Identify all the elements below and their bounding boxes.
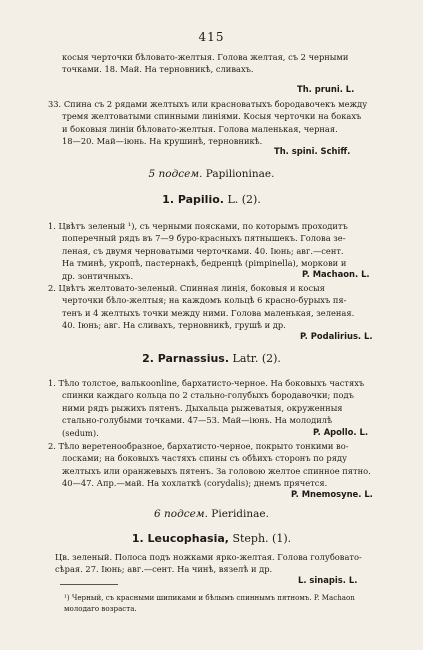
subfamily-heading bbox=[0, 168, 423, 180]
text-line: 40. Іюнь; авг. На сливахъ, терновникѣ, грушѣ и др. bbox=[62, 320, 286, 331]
subfamily-prefix: 5 подсем. bbox=[148, 168, 203, 180]
text-line: 18—20. Май—іюнь. На крушинѣ, терновникѣ. bbox=[62, 136, 263, 147]
species-name: P. Machaon. L. bbox=[302, 269, 370, 279]
text-line: и боковыя линіи бѣловато-желтыя. Голова маленькая, черная. bbox=[62, 123, 338, 134]
genus-heading bbox=[0, 193, 423, 206]
text-line: леная, съ двумя черноватыми черточками. 40. Іюнь; авг.—сент. bbox=[62, 245, 344, 256]
text-line: (sedum). bbox=[62, 427, 99, 438]
genus-authority: L. (2). bbox=[223, 193, 261, 206]
paragraph-pruni bbox=[62, 51, 372, 76]
text-line: ними рядъ рыжихъ пятенъ. Дыхальца рыжеватыя, окруженныя bbox=[62, 402, 343, 413]
footnote-line: молодаго возраста. bbox=[64, 604, 137, 613]
paragraph-spini bbox=[48, 98, 372, 148]
genus-name: 2. Parnassius. bbox=[142, 352, 230, 365]
subfamily-name: Papilioninae. bbox=[205, 168, 275, 180]
text-line: др. зонтичныхъ. bbox=[62, 270, 134, 281]
subfamily-name: Pieridinae. bbox=[211, 508, 269, 520]
text-line: черточки бѣло-желтыя; на каждомъ кольцѣ 6 красно-бурыхъ пя- bbox=[62, 295, 347, 306]
genus-name: 1. Leucophasia, bbox=[131, 532, 229, 545]
genus-authority: Latr. (2). bbox=[229, 352, 281, 365]
genus-name: 1. Papilio. bbox=[162, 193, 224, 206]
genus-heading bbox=[0, 532, 423, 545]
text-line: стально-голубыми точками. 47—53. Май—іюнь. На молодилѣ bbox=[62, 415, 333, 426]
footnote-line: ¹) Черный, съ красными шипиками и бѣлымъ спиннымъ пятномъ. P. Machaon bbox=[64, 593, 355, 602]
text-line: желтыхъ или оранжевыхъ пятенъ. За головою желтое спинное пятно. bbox=[62, 465, 371, 476]
entry-mnemosyne bbox=[48, 440, 372, 490]
footnote bbox=[64, 592, 355, 614]
entry-podalirius bbox=[48, 282, 372, 332]
text-line: поперечный рядъ въ 7—9 буро-красныхъ пятнышекъ. Голова зе- bbox=[62, 233, 346, 244]
text-line: 1. Тѣло толстое, валькоonline, бархатисто-черное. На боковыхъ частяхъ bbox=[48, 378, 365, 388]
page-number: 415 bbox=[198, 30, 225, 44]
text-line: косыя черточки бѣловато-желтыя. Голова желтая, съ 2 черными bbox=[62, 52, 349, 62]
text-line: На тминѣ, укропѣ, пастернакѣ, бедренцѣ (pimpinella), моркови и bbox=[62, 258, 347, 269]
species-name: Th. spini. Schiff. bbox=[274, 146, 351, 156]
text-line: сѣрая. 27. Іюнь; авг.—сент. На чинѣ, вязелѣ и др. bbox=[55, 564, 273, 575]
text-line: Цв. зеленый. Полоса подъ ножками ярко-желтая. Голова голубовато- bbox=[55, 552, 362, 562]
text-line: лосками; на боковыхъ частяхъ спины съ обѣихъ сторонъ по ряду bbox=[62, 453, 347, 464]
entry-sinapis bbox=[55, 551, 372, 576]
text-line: 1. Цвѣтъ зеленый ¹), съ черными поясками, по которымъ проходитъ bbox=[48, 221, 348, 231]
subfamily-prefix: 6 подсем. bbox=[154, 508, 208, 520]
text-line: спинки каждаго кольца по 2 стально-голубыхъ бородавочки; подъ bbox=[62, 390, 354, 401]
species-name: L. sinapis. L. bbox=[298, 575, 358, 585]
species-name: P. Mnemosyne. L. bbox=[291, 489, 373, 499]
text-line: точками. 18. Май. На терновникѣ, сливахъ. bbox=[62, 64, 254, 75]
text-line: тенъ и 4 желтыхъ точки между ними. Голова маленькая, зеленая. bbox=[62, 307, 355, 318]
text-line: 33. Спина съ 2 рядами желтыхъ или красноватыхъ бородавочекъ между bbox=[48, 99, 368, 109]
species-name: P. Podalirius. L. bbox=[300, 331, 373, 341]
text-line: 2. Цвѣтъ желтовато-зеленый. Спинная линія, боковыя и косыя bbox=[48, 283, 325, 293]
genus-authority: Steph. (1). bbox=[228, 532, 292, 545]
text-line: 40—47. Апр.—май. На хохлаткѣ (corydalis); днемъ прячется. bbox=[62, 478, 328, 489]
genus-heading bbox=[0, 352, 423, 365]
text-line: тремя желтоватыми спинными линіями. Косыя черточки на бокахъ bbox=[62, 111, 362, 122]
subfamily-heading bbox=[0, 508, 423, 520]
species-name: Th. pruni. L. bbox=[297, 84, 355, 94]
footnote-divider bbox=[60, 584, 118, 585]
text-line: 2. Тѣло веретенообразное, бархатисто-черное, покрыто тонкими во- bbox=[48, 441, 349, 451]
species-name: P. Apollo. L. bbox=[313, 427, 369, 437]
